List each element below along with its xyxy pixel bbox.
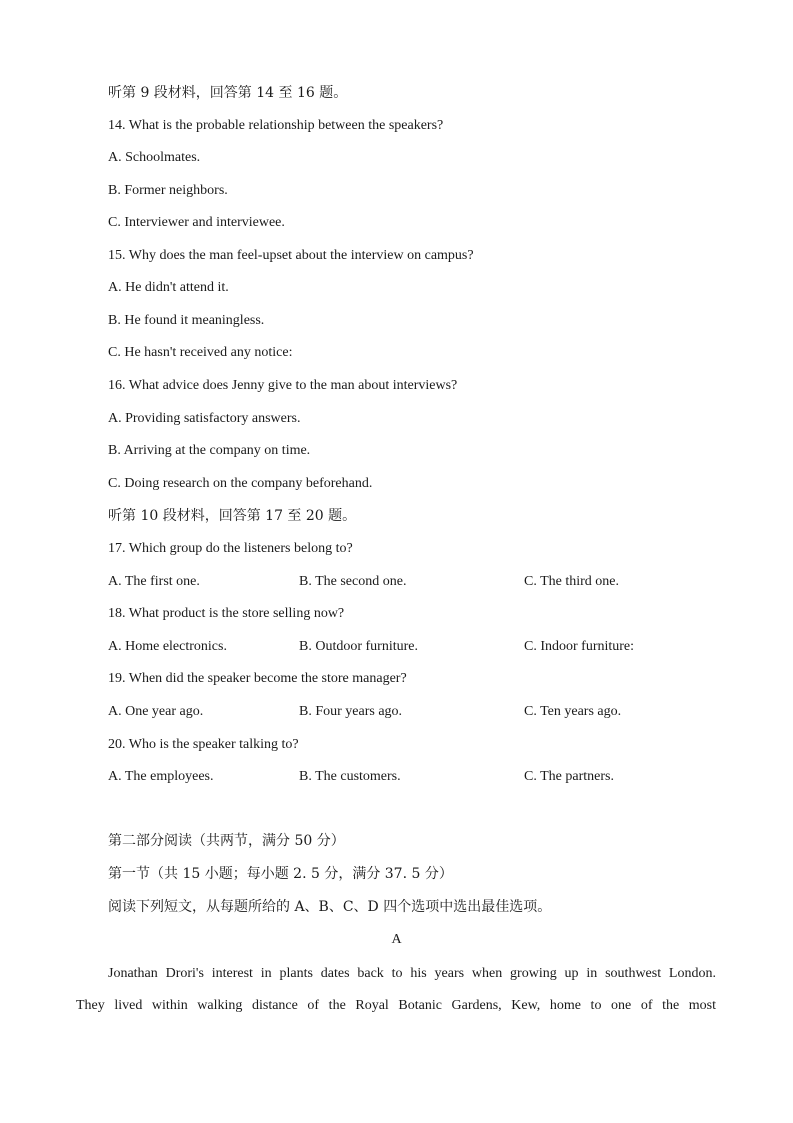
question-17-stem: 17. Which group do the listeners belong to? xyxy=(108,541,353,556)
question-14-stem: 14. What is the probable relationship between the speakers? xyxy=(108,118,444,133)
question-17-option-a: A. The first one. xyxy=(108,574,200,589)
question-18-stem: 18. What product is the store selling now? xyxy=(108,606,345,621)
question-20-option-c: C. The partners. xyxy=(524,769,614,784)
question-20-option-b: B. The customers. xyxy=(299,769,401,784)
section-header-part10: 听第 10 段材料，回答第 17 至 20 题。 xyxy=(108,508,357,524)
question-19-option-c: C. Ten years ago. xyxy=(524,704,622,719)
question-17-option-c: C. The third one. xyxy=(524,574,620,589)
question-14-option-a: A. Schoolmates. xyxy=(108,150,201,165)
question-19-stem: 19. When did the speaker become the store manager? xyxy=(108,671,407,686)
question-19-option-b: B. Four years ago. xyxy=(299,704,403,719)
reading-instruction: 阅读下列短文，从每题所给的 A、B、C、D 四个选项中选出最佳选项。 xyxy=(108,899,552,915)
question-14-option-b: B. Former neighbors. xyxy=(108,183,228,198)
question-20-stem: 20. Who is the speaker talking to? xyxy=(108,737,299,752)
question-20-option-a: A. The employees. xyxy=(108,769,214,784)
question-16-option-a: A. Providing satisfactory answers. xyxy=(108,411,301,426)
question-15-option-b: B. He found it meaningless. xyxy=(108,313,265,328)
question-19-option-a: A. One year ago. xyxy=(108,704,204,719)
question-16-stem: 16. What advice does Jenny give to the man about interviews? xyxy=(108,378,458,393)
passage-line-1: Jonathan Drori's interest in plants dates back to his years when growing up in southwest London. xyxy=(108,966,716,981)
section-header-part9: 听第 9 段材料，回答第 14 至 16 题。 xyxy=(108,85,348,101)
part2-header: 第二部分阅读（共两节，满分 50 分） xyxy=(108,833,345,849)
question-15-option-c: C. He hasn't received any notice: xyxy=(108,345,293,360)
question-18-option-b: B. Outdoor furniture. xyxy=(299,639,418,654)
question-18-option-a: A. Home electronics. xyxy=(108,639,227,654)
question-14-option-c: C. Interviewer and interviewee. xyxy=(108,215,285,230)
passage-label: A xyxy=(391,932,402,947)
question-16-option-b: B. Arriving at the company on time. xyxy=(108,443,311,458)
question-17-option-b: B. The second one. xyxy=(299,574,407,589)
question-15-option-a: A. He didn't attend it. xyxy=(108,280,229,295)
passage-line-2: They lived within walking distance of the Royal Botanic Gardens, Kew, home to one of the most xyxy=(76,998,716,1013)
section1-header: 第一节（共 15 小题；每小题 2. 5 分，满分 37. 5 分） xyxy=(108,866,453,882)
question-15-stem: 15. Why does the man feel-upset about the interview on campus? xyxy=(108,248,474,263)
question-16-option-c: C. Doing research on the company beforehand. xyxy=(108,476,373,491)
question-18-option-c: C. Indoor furniture: xyxy=(524,639,635,654)
